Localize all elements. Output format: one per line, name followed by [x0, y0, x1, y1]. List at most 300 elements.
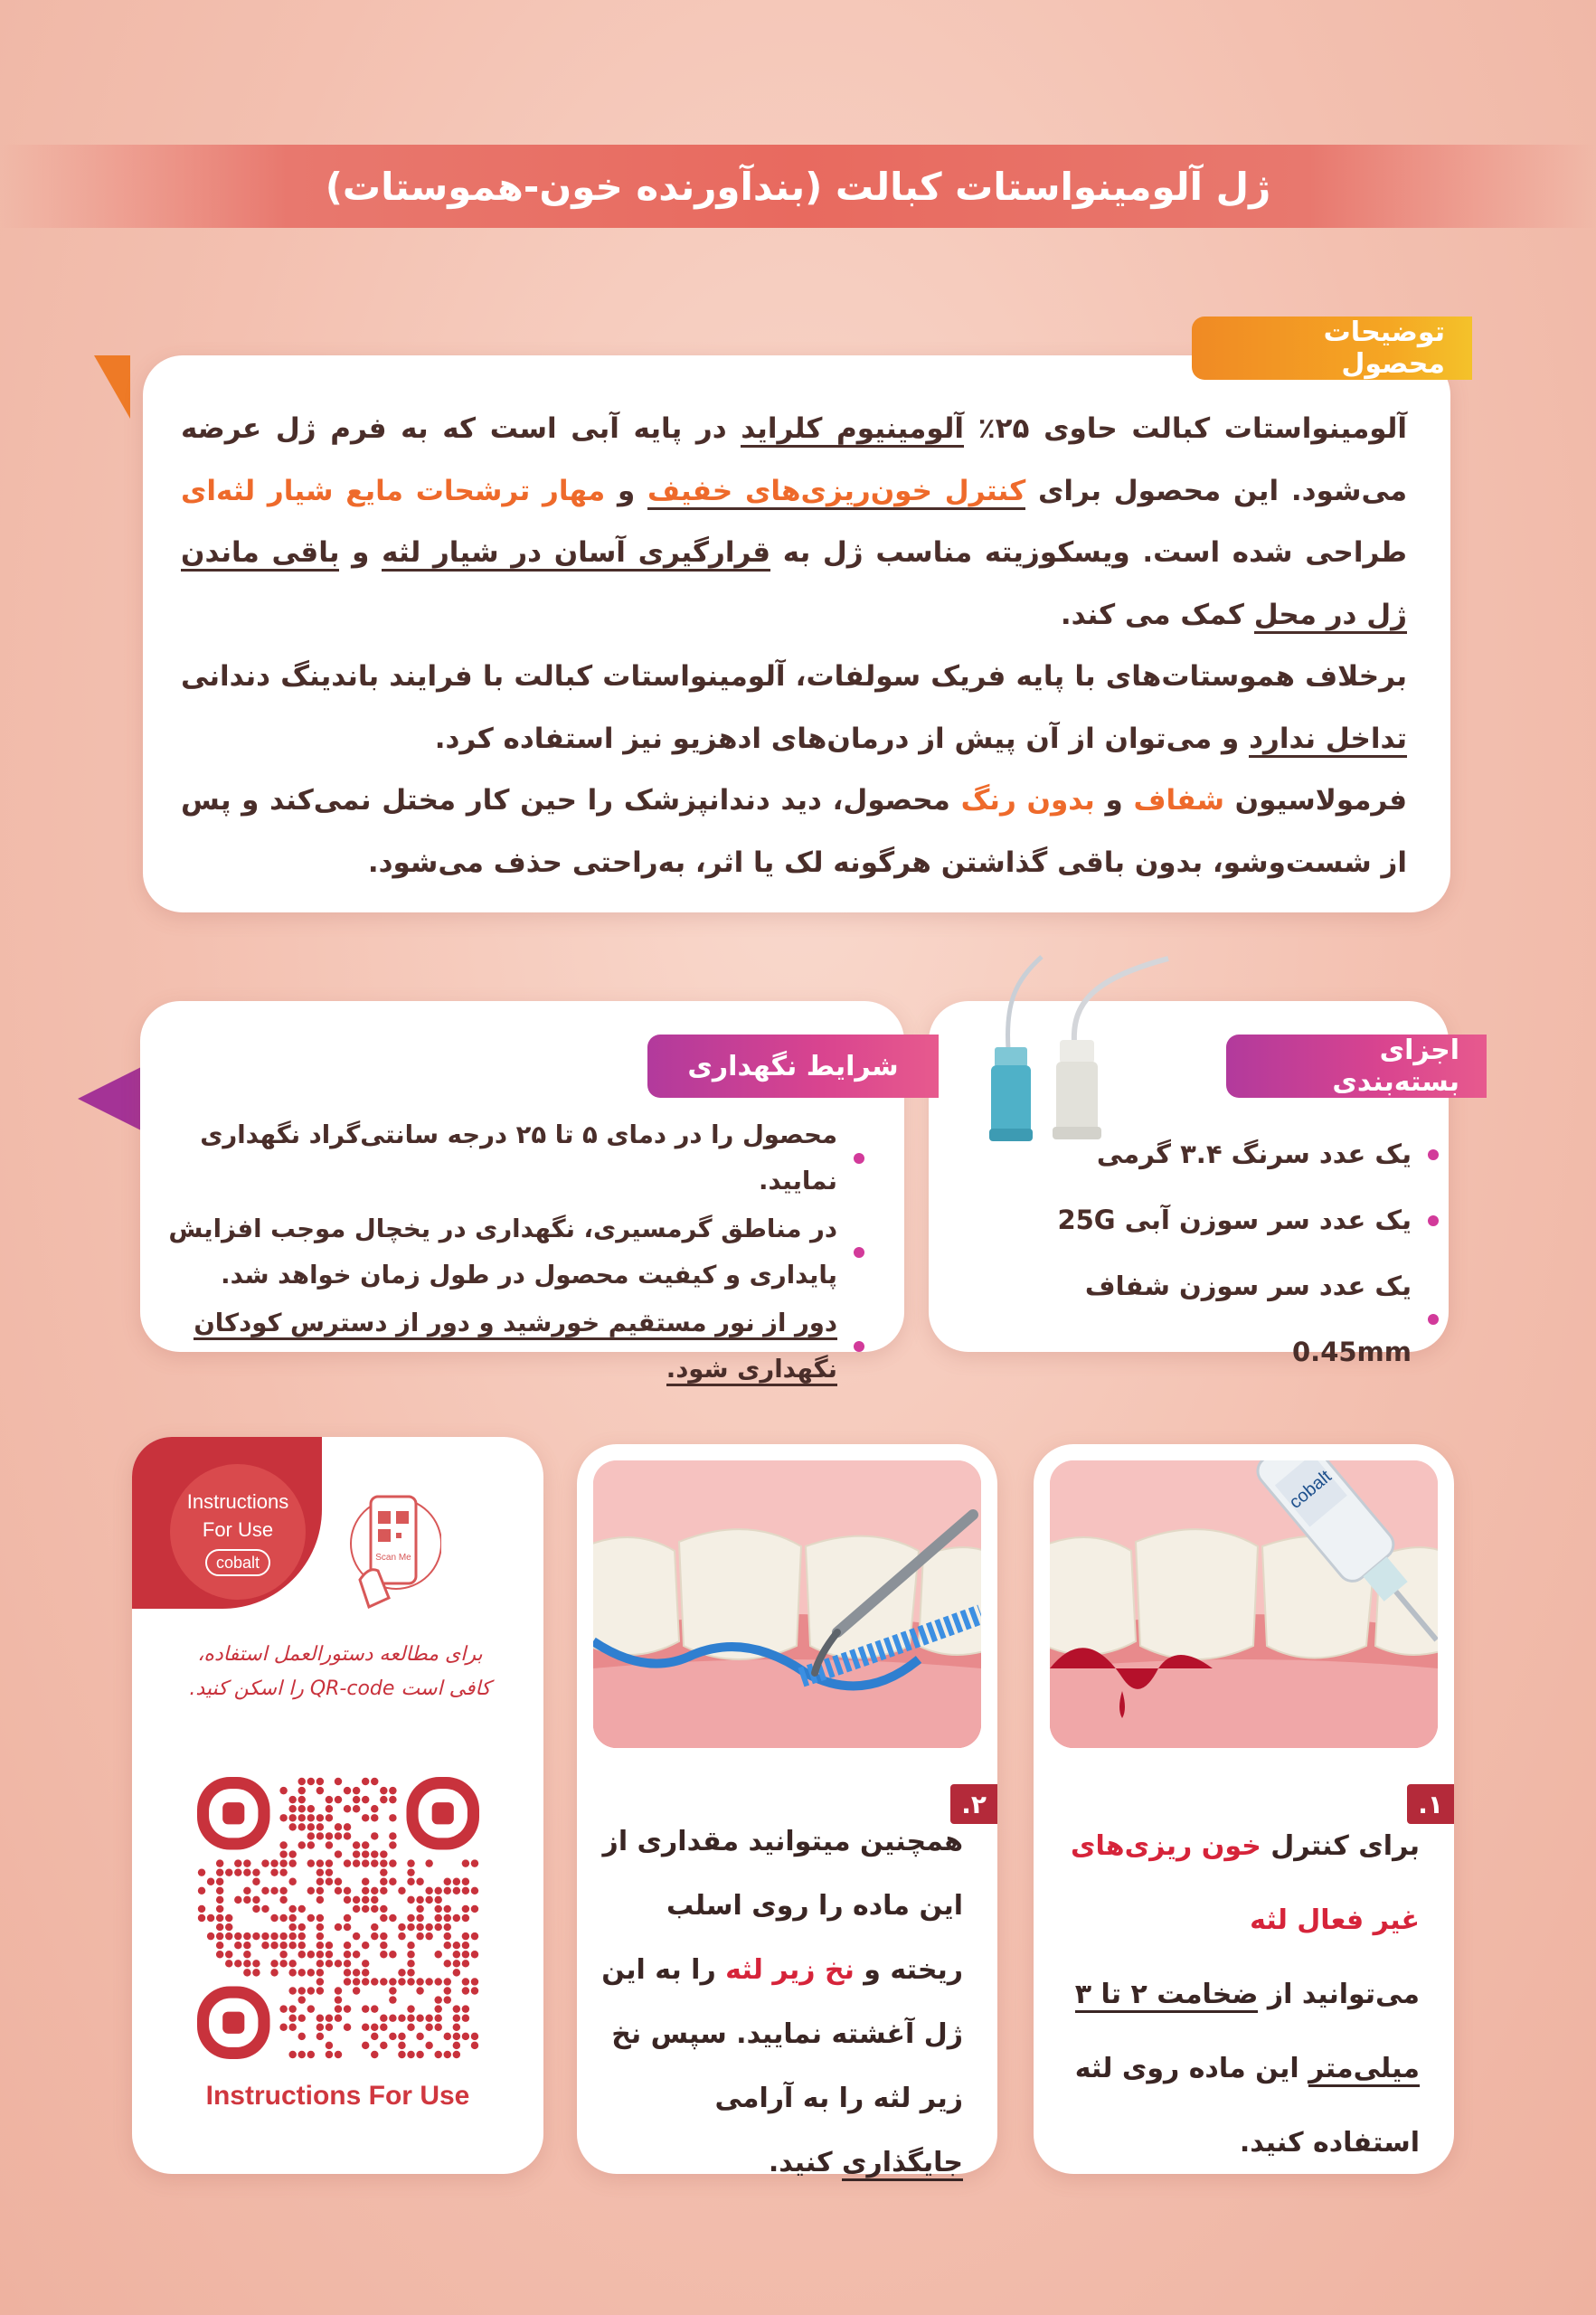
qr-dot: [298, 1923, 306, 1931]
qr-dot: [371, 2033, 378, 2040]
text-segment: قرارگیری آسان در شیار لثه: [382, 536, 770, 572]
text-segment: آلومینیوم کلراید: [741, 412, 964, 448]
qr-dot: [234, 1932, 241, 1940]
qr-dot: [288, 1859, 296, 1866]
qr-dot: [326, 2042, 333, 2049]
instructions-badge: [132, 1437, 322, 1609]
qr-dot: [270, 1942, 278, 1949]
qr-dot: [444, 2033, 451, 2040]
qr-dot: [425, 2024, 432, 2031]
qr-dot: [453, 1942, 460, 1949]
qr-dot: [407, 2051, 414, 2058]
qr-dot: [425, 2014, 432, 2021]
qr-dot: [335, 2005, 342, 2012]
list-item: در مناطق گرمسیری، نگهداری در یخچال موجب افزایش پایداری و کیفیت محصول در طول زمان خواهد شد.: [163, 1206, 868, 1299]
qr-dot: [353, 1987, 360, 1994]
qr-dot: [444, 1987, 451, 1994]
qr-dot: [335, 1960, 342, 1967]
qr-dot: [261, 1932, 269, 1940]
qr-finder-mark: [406, 1777, 479, 1850]
qr-dot: [353, 1978, 360, 1985]
qr-dot: [462, 1932, 469, 1940]
qr-dot: [326, 1960, 333, 1967]
qr-dot: [316, 1951, 324, 1958]
qr-dot: [416, 1896, 423, 1904]
qr-dot: [398, 1887, 405, 1895]
qr-dot: [288, 1960, 296, 1967]
qr-dot: [398, 1969, 405, 1976]
text-segment: فرمولاسیون: [1223, 784, 1408, 817]
qr-dot: [389, 2033, 396, 2040]
text-segment: همچنین میتوانید مقداری از این ماده را روی اسلب ریخته و: [602, 1826, 963, 1986]
qr-dot: [216, 1896, 223, 1904]
qr-dot: [362, 1859, 369, 1866]
qr-dot: [335, 1778, 342, 1785]
qr-dot: [353, 1841, 360, 1848]
qr-dot: [198, 1887, 205, 1895]
qr-dot: [371, 1832, 378, 1839]
qr-dot: [416, 2014, 423, 2021]
qr-dot: [362, 1896, 369, 1904]
qr-dot: [371, 1932, 378, 1940]
qr-dot: [353, 1951, 360, 1958]
qr-dot: [316, 1987, 324, 1994]
qr-dot: [335, 1796, 342, 1803]
qr-dot: [434, 2051, 441, 2058]
qr-dot: [252, 1896, 260, 1904]
qr-dot: [216, 1905, 223, 1913]
qr-dot: [326, 1841, 333, 1848]
qr-dot: [380, 1878, 387, 1885]
qr-dot: [316, 2024, 324, 2031]
qr-dot: [279, 2005, 287, 2012]
qr-dot: [380, 1905, 387, 1913]
qr-dot: [444, 1887, 451, 1895]
qr-dot: [407, 2005, 414, 2012]
qr-dot: [288, 1850, 296, 1857]
packaging-ribbon: اجزای بسته‌بندی: [1226, 1035, 1487, 1098]
qr-dot: [270, 1868, 278, 1876]
qr-dot: [252, 1969, 260, 1976]
needle-tips-illustration: [959, 940, 1194, 1148]
qr-dot: [335, 1850, 342, 1857]
qr-dot: [198, 1905, 205, 1913]
qr-dot: [270, 1932, 278, 1940]
qr-dot: [434, 1914, 441, 1922]
qr-dot: [316, 1814, 324, 1821]
qr-dot: [261, 1905, 269, 1913]
qr-dot: [326, 1805, 333, 1812]
qr-dot: [288, 2051, 296, 2058]
gum-syringe-scene: [1050, 1460, 1438, 1748]
qr-dot: [462, 1887, 469, 1895]
qr-dot: [216, 1932, 223, 1940]
qr-dot: [335, 1878, 342, 1885]
qr-dot: [371, 1978, 378, 1985]
qr-dot: [298, 1841, 306, 1848]
qr-dot: [316, 1823, 324, 1830]
qr-dot: [261, 1859, 269, 1866]
qr-dot: [316, 1960, 324, 1967]
qr-hint-text: برای مطالعه دستورالعمل استفاده، کافی است QR-code را اسکن کنید.: [189, 1643, 491, 1700]
qr-dot: [444, 2051, 451, 2058]
qr-dot: [252, 1932, 260, 1940]
qr-dot: [316, 1932, 324, 1940]
qr-dot: [307, 1951, 315, 1958]
qr-dot: [407, 1960, 414, 1967]
qr-dot: [407, 1978, 414, 1985]
qr-dot: [216, 1868, 223, 1876]
qr-dot: [389, 1996, 396, 2003]
qr-dot: [353, 1905, 360, 1913]
title-banner: [0, 145, 1596, 228]
qr-dot: [207, 1932, 214, 1940]
qr-dot: [243, 1887, 250, 1895]
qr-dot: [380, 1859, 387, 1866]
qr-dot: [198, 1868, 205, 1876]
description-text: [181, 398, 1407, 893]
qr-dot: [335, 1823, 342, 1830]
qr-dot: [389, 1914, 396, 1922]
qr-dot: [288, 1823, 296, 1830]
qr-dot: [416, 1878, 423, 1885]
qr-dot: [425, 1923, 432, 1931]
qr-dot: [344, 1787, 351, 1794]
list-item: یک عدد سرنگ ۳.۴ گرمی: [972, 1121, 1442, 1187]
scan-me-caption: Scan Me: [375, 1553, 411, 1563]
qr-dot: [362, 1878, 369, 1885]
qr-dot: [344, 1951, 351, 1958]
page-title: ژل آلومینواستات کبالت (بندآورنده خون-هموستات): [325, 164, 1271, 209]
qr-dot: [307, 1778, 315, 1785]
qr-dot: [371, 2024, 378, 2031]
qr-dot: [234, 1896, 241, 1904]
qr-dot: [380, 1787, 387, 1794]
qr-dot: [380, 2042, 387, 2049]
qr-dot: [316, 1914, 324, 1922]
qr-dot: [288, 1923, 296, 1931]
qr-dot: [344, 1823, 351, 1830]
badge-line-1: Instructions: [186, 1490, 289, 1513]
qr-dot: [444, 1978, 451, 1985]
qr-dot: [380, 1914, 387, 1922]
qr-dot: [225, 1960, 232, 1967]
qr-dot: [362, 1960, 369, 1967]
highlight-retraction-cord: نخ زیر لثه: [725, 1954, 855, 1986]
qr-dot: [279, 1868, 287, 1876]
qr-dot: [243, 1969, 250, 1976]
qr-dot: [471, 1905, 478, 1913]
qr-dot: [398, 1978, 405, 1985]
storage-ribbon: شرایط نگهداری: [647, 1035, 939, 1098]
qr-dot: [407, 2024, 414, 2031]
qr-dot: [307, 1814, 315, 1821]
qr-dot: [453, 2051, 460, 2058]
step-2-text: [592, 1809, 963, 2195]
qr-dot: [416, 2033, 423, 2040]
qr-dot: [362, 1942, 369, 1949]
qr-dot: [326, 1868, 333, 1876]
qr-dot: [288, 1914, 296, 1922]
qr-dot: [326, 1814, 333, 1821]
qr-dot: [462, 2014, 469, 2021]
qr-dot: [353, 1805, 360, 1812]
qr-dot: [316, 1832, 324, 1839]
qr-dot: [316, 1969, 324, 1976]
qr-dot: [389, 2014, 396, 2021]
qr-dot: [279, 1841, 287, 1848]
qr-dot: [398, 1923, 405, 1931]
qr-dot: [288, 1805, 296, 1812]
qr-dot: [453, 1887, 460, 1895]
qr-dot: [316, 1942, 324, 1949]
qr-dot: [307, 1832, 315, 1839]
qr-dot: [380, 2024, 387, 2031]
qr-dot: [362, 1978, 369, 1985]
qr-dot: [462, 1951, 469, 1958]
qr-dot: [326, 1859, 333, 1866]
qr-dot: [398, 2014, 405, 2021]
qr-dot: [279, 1887, 287, 1895]
qr-dot: [316, 1923, 324, 1931]
qr-dot: [243, 1942, 250, 1949]
qr-dot: [371, 1850, 378, 1857]
qr-dot: [298, 1796, 306, 1803]
storage-item-3: دور از نور مستقیم خورشید و دور از دسترس کودکان نگهداری شود.: [194, 1309, 837, 1386]
qr-dot: [398, 2051, 405, 2058]
qr-dot: [453, 1878, 460, 1885]
qr-dot: [471, 1932, 478, 1940]
qr-dot: [434, 2014, 441, 2021]
qr-dot: [288, 1814, 296, 1821]
qr-dot: [371, 1778, 378, 1785]
qr-dot: [444, 1960, 451, 1967]
qr-dot: [298, 1805, 306, 1812]
qr-dot: [462, 2005, 469, 2012]
qr-dot: [434, 1887, 441, 1895]
text-segment: باقی ماندن ژل در محل: [181, 536, 1407, 634]
highlight-bleeding-control: کنترل خون‌ریزی‌های خفیف: [647, 475, 1025, 510]
qr-dot: [234, 1868, 241, 1876]
qr-dot: [444, 1923, 451, 1931]
badge-line-2: For Use: [202, 1518, 274, 1541]
qr-dot: [371, 1805, 378, 1812]
qr-dot: [316, 1787, 324, 1794]
text-segment: می‌توانید از: [1258, 1979, 1420, 2010]
qr-dot: [316, 1868, 324, 1876]
qr-dot: [335, 1923, 342, 1931]
qr-dot: [389, 1978, 396, 1985]
qr-dot: [216, 1951, 223, 1958]
qr-dot: [462, 1987, 469, 1994]
qr-dot: [270, 1914, 278, 1922]
qr-dot: [326, 2024, 333, 2031]
qr-dot: [279, 1951, 287, 1958]
text-segment: این ماده روی لثه استفاده کنید.: [1074, 2053, 1420, 2159]
qr-dot: [252, 1960, 260, 1967]
qr-dot: [243, 1960, 250, 1967]
qr-dot: [462, 2033, 469, 2040]
qr-dot: [453, 1960, 460, 1967]
qr-dot: [425, 2042, 432, 2049]
qr-label: Instructions For Use: [205, 2081, 470, 2111]
qr-dot: [288, 1987, 296, 1994]
qr-dot: [434, 2005, 441, 2012]
qr-dot: [462, 1942, 469, 1949]
qr-dot: [416, 2051, 423, 2058]
text-segment: در پایه آبی است که به فرم ژل عرضه می‌شود. این محصول برای: [181, 412, 1408, 507]
list-item: یک عدد سر سوزن شفاف 0.45mm: [972, 1253, 1442, 1385]
qr-dot: [316, 1978, 324, 1985]
qr-dot: [362, 1814, 369, 1821]
qr-dot: [307, 2005, 315, 2012]
qr-dot: [298, 1787, 306, 1794]
qr-dot: [380, 2014, 387, 2021]
text-segment: و: [339, 536, 382, 569]
qr-dot: [444, 1996, 451, 2003]
qr-dot: [279, 1814, 287, 1821]
qr-dot: [326, 2051, 333, 2058]
qr-dot: [425, 1978, 432, 1985]
qr-dot: [407, 1868, 414, 1876]
qr-dot: [471, 1987, 478, 1994]
qr-dot: [471, 1887, 478, 1895]
qr-dot: [398, 2042, 405, 2049]
qr-dot: [288, 2014, 296, 2021]
text-segment: جایگذاری: [842, 2147, 963, 2181]
qr-dot: [416, 1987, 423, 1994]
storage-ribbon-tab: [78, 1067, 141, 1130]
qr-dot: [316, 1878, 324, 1885]
qr-dot: [353, 1896, 360, 1904]
qr-dot: [279, 2024, 287, 2031]
qr-dot: [344, 1914, 351, 1922]
qr-dot: [344, 2005, 351, 2012]
qr-dot: [353, 1932, 360, 1940]
qr-dot: [425, 1932, 432, 1940]
text-segment: و: [605, 474, 647, 507]
qr-dot: [380, 1887, 387, 1895]
qr-dot: [298, 1778, 306, 1785]
qr-card: [132, 1437, 543, 2174]
qr-dot: [298, 1942, 306, 1949]
qr-dot: [389, 1814, 396, 1821]
qr-dot: [362, 1841, 369, 1848]
qr-dot: [444, 1942, 451, 1949]
qr-dot: [353, 1859, 360, 1866]
qr-dot: [362, 2042, 369, 2049]
qr-dot: [335, 1887, 342, 1895]
qr-dot: [371, 2005, 378, 2012]
qr-dot: [243, 1896, 250, 1904]
qr-dot: [243, 1932, 250, 1940]
qr-dot: [462, 1914, 469, 1922]
qr-dot: [362, 1850, 369, 1857]
text-segment: کمک می کند.: [1060, 598, 1254, 631]
qr-dot: [288, 1878, 296, 1885]
qr-dot: [225, 1923, 232, 1931]
qr-dot: [380, 1951, 387, 1958]
qr-dot: [362, 2024, 369, 2031]
qr-dot: [344, 1942, 351, 1949]
qr-dot: [453, 2024, 460, 2031]
text-segment: طراحی شده است. ویسکوزیته مناسب ژل به: [770, 536, 1408, 569]
step-2-illustration: [593, 1460, 981, 1748]
qr-dot: [252, 1905, 260, 1913]
qr-dot: [462, 1859, 469, 1866]
qr-dot: [326, 1942, 333, 1949]
qr-dot: [362, 1905, 369, 1913]
qr-dot: [371, 1859, 378, 1866]
highlight-inactive-bleeding: خون ریزی‌های غیر فعال لثه: [1071, 1830, 1420, 1936]
qr-dot: [344, 1923, 351, 1931]
qr-dot: [335, 1832, 342, 1839]
gum-cord-scene: [593, 1460, 981, 1748]
qr-dot: [398, 1932, 405, 1940]
text-segment: محصول، دید دندانپزشک را حین کار مختل نمی‌کند و پس از شست‌وشو، بدون باقی گذاشتن هرگونه لک یا اثر، به‌راحتی حذف می‌شود.: [181, 784, 1407, 879]
qr-dot: [362, 1778, 369, 1785]
qr-dot: [335, 2014, 342, 2021]
qr-dot: [371, 1923, 378, 1931]
qr-dot: [216, 1887, 223, 1895]
qr-dot: [389, 1796, 396, 1803]
qr-dot: [434, 1996, 441, 2003]
highlight-transparent: شفاف: [1133, 784, 1224, 817]
description-ribbon: توضیحات محصول: [1192, 317, 1472, 380]
qr-dot: [471, 1978, 478, 1985]
qr-dot: [335, 2051, 342, 2058]
qr-dot: [298, 1987, 306, 1994]
packaging-list: [972, 1121, 1442, 1385]
qr-dot: [380, 1796, 387, 1803]
qr-code[interactable]: [197, 1777, 479, 2059]
qr-dot: [252, 1868, 260, 1876]
qr-dot: [407, 1896, 414, 1904]
qr-dot: [270, 1887, 278, 1895]
list-item: [163, 1300, 868, 1393]
qr-dot: [444, 1905, 451, 1913]
qr-dot: [407, 1923, 414, 1931]
qr-dot: [344, 1832, 351, 1839]
step-2-card: [577, 1444, 997, 2178]
qr-dot: [298, 1823, 306, 1830]
qr-dot: [288, 1905, 296, 1913]
qr-dot: [353, 1969, 360, 1976]
qr-dot: [434, 2024, 441, 2031]
qr-dot: [462, 1878, 469, 1885]
qr-dot: [207, 1914, 214, 1922]
qr-dot: [307, 1823, 315, 1830]
qr-dot: [462, 1905, 469, 1913]
qr-dot: [380, 1850, 387, 1857]
brand-logo: cobalt: [205, 1549, 270, 1576]
qr-dot: [225, 1868, 232, 1876]
qr-dot: [288, 1796, 296, 1803]
storage-list: [163, 1112, 868, 1394]
qr-dot: [362, 1887, 369, 1895]
description-paragraph-3: [181, 770, 1407, 893]
thickness-value: ضخامت ۲ تا ۳ میلی‌متر: [1075, 1979, 1420, 2087]
qr-dot: [225, 1914, 232, 1922]
qr-dot: [270, 1960, 278, 1967]
qr-dot: [288, 2005, 296, 2012]
qr-dot: [380, 1978, 387, 1985]
qr-dot: [353, 1850, 360, 1857]
qr-dot: [389, 1859, 396, 1866]
description-paragraph-2: [181, 646, 1407, 770]
qr-dot: [425, 1896, 432, 1904]
qr-dot: [407, 1859, 414, 1866]
